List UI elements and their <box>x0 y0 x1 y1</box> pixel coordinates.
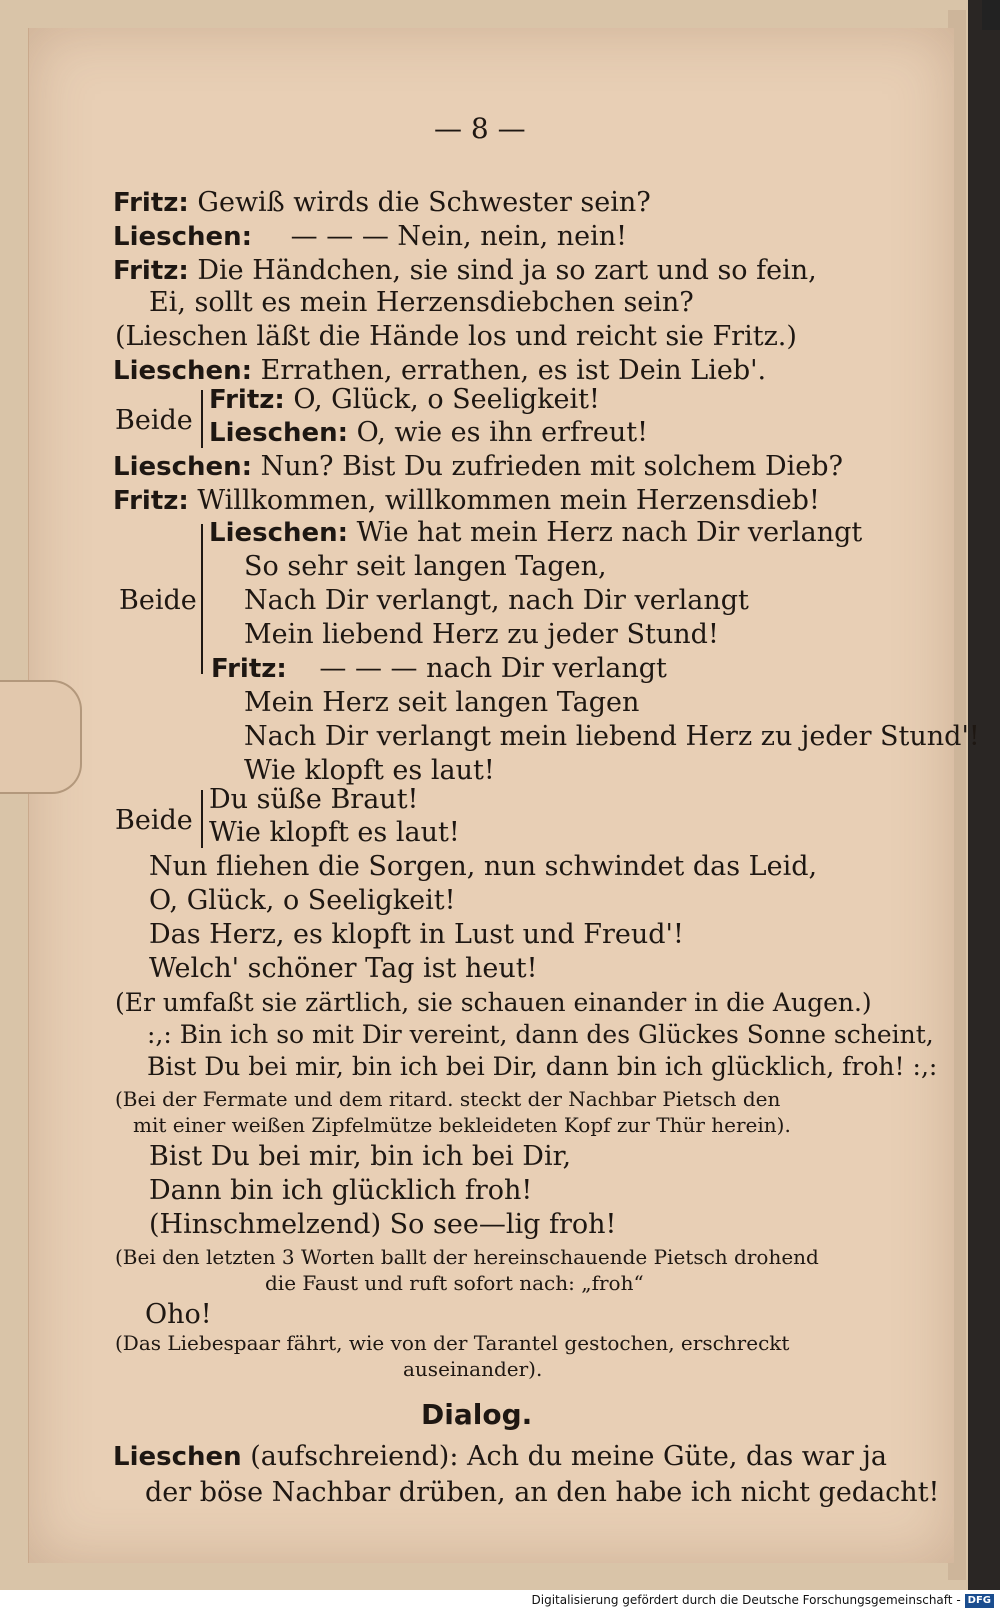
line-6: Lieschen: Errathen, errathen, es ist Dein Lieb'. <box>113 355 767 386</box>
brace-3 <box>201 790 203 848</box>
repeat-line-1: :,: Bin ich so mit Dir vereint, dann des Glückes Sonne scheint, <box>147 1020 934 1049</box>
beide1-line-1: Fritz: O, Glück, o Seeligkeit! <box>209 384 600 415</box>
stage-direction-1: (Er umfaßt sie zärtlich, sie schauen einander in die Augen.) <box>115 988 872 1017</box>
verse-1: Nun fliehen die Sorgen, nun schwindet das Leid, <box>149 851 818 882</box>
verse2-3: (Hinschmelzend) So see—lig froh! <box>149 1209 617 1240</box>
line-8: Lieschen: Nun? Bist Du zufrieden mit solchem Dieb? <box>113 451 843 482</box>
oho-line: Oho! <box>145 1299 212 1330</box>
line-3: Fritz: Die Händchen, sie sind ja so zart und so fein, <box>113 255 817 286</box>
digitization-footer: Digitalisierung gefördert durch die Deutsche Forschungsgemeinschaft - DFG <box>0 1590 1000 1611</box>
beide3-line-2: Wie klopft es laut! <box>209 817 460 848</box>
beide1-line-2: Lieschen: O, wie es ihn erfreut! <box>209 417 648 448</box>
stage-direction-2b: mit einer weißen Zipfelmütze bekleideten Kopf zur Thür herein). <box>133 1113 791 1137</box>
brace-2 <box>201 524 203 674</box>
beide2-line-6: Mein Herz seit langen Tagen <box>244 687 640 718</box>
stage-direction: (Lieschen läßt die Hände los und reicht sie Fritz.) <box>115 321 797 352</box>
stage-direction-4b: auseinander). <box>403 1357 543 1381</box>
line-4: Ei, sollt es mein Herzensdiebchen sein? <box>149 287 694 318</box>
page-clip-tab <box>0 680 82 794</box>
beide2-line-3: Nach Dir verlangt, nach Dir verlangt <box>244 585 749 616</box>
book-page <box>28 28 980 1563</box>
beide-label-1: Beide <box>115 405 193 436</box>
repeat-line-2: Bist Du bei mir, bin ich bei Dir, dann bin ich glücklich, froh! :,: <box>147 1052 938 1081</box>
verse2-2: Dann bin ich glücklich froh! <box>149 1175 533 1206</box>
dialog-line-2: der böse Nachbar drüben, an den habe ich nicht gedacht! <box>145 1477 940 1508</box>
brace-1 <box>201 390 203 448</box>
beide3-line-1: Du süße Braut! <box>209 784 419 815</box>
stage-direction-3a: (Bei den letzten 3 Worten ballt der hereinschauende Pietsch drohend <box>115 1245 819 1269</box>
verse-3: Das Herz, es klopft in Lust und Freud'! <box>149 919 684 950</box>
page-number: — 8 — <box>434 112 526 145</box>
verse-2: O, Glück, o Seeligkeit! <box>149 885 456 916</box>
line-2: Lieschen: — — — Nein, nein, nein! <box>113 221 627 252</box>
dialog-line-1: Lieschen (aufschreiend): Ach du meine Güte, das war ja <box>113 1441 887 1472</box>
dfg-logo-icon: DFG <box>965 1594 994 1608</box>
beide2-line-4: Mein liebend Herz zu jeder Stund! <box>244 619 719 650</box>
stage-direction-2a: (Bei der Fermate und dem ritard. steckt der Nachbar Pietsch den <box>115 1087 781 1111</box>
verse-4: Welch' schöner Tag ist heut! <box>149 953 538 984</box>
beide2-line-8: Wie klopft es laut! <box>244 755 495 786</box>
beide2-line-2: So sehr seit langen Tagen, <box>244 551 607 582</box>
beide-label-3: Beide <box>115 805 193 836</box>
verse2-1: Bist Du bei mir, bin ich bei Dir, <box>149 1141 572 1172</box>
stage-direction-4a: (Das Liebespaar fährt, wie von der Tarantel gestochen, erschreckt <box>115 1331 790 1355</box>
beide2-line-7: Nach Dir verlangt mein liebend Herz zu jeder Stund'! <box>244 721 980 752</box>
line-9: Fritz: Willkommen, willkommen mein Herzensdieb! <box>113 485 820 516</box>
stage-direction-3b: die Faust und ruft sofort nach: „froh“ <box>265 1271 644 1295</box>
scan-corner <box>982 0 1000 30</box>
beide2-line-5: Fritz: — — — nach Dir verlangt <box>211 653 667 684</box>
beide2-line-1: Lieschen: Wie hat mein Herz nach Dir verlangt <box>209 517 863 548</box>
section-heading: Dialog. <box>421 1398 533 1431</box>
beide-label-2: Beide <box>119 585 197 616</box>
line-1: Fritz: Gewiß wirds die Schwester sein? <box>113 187 651 218</box>
